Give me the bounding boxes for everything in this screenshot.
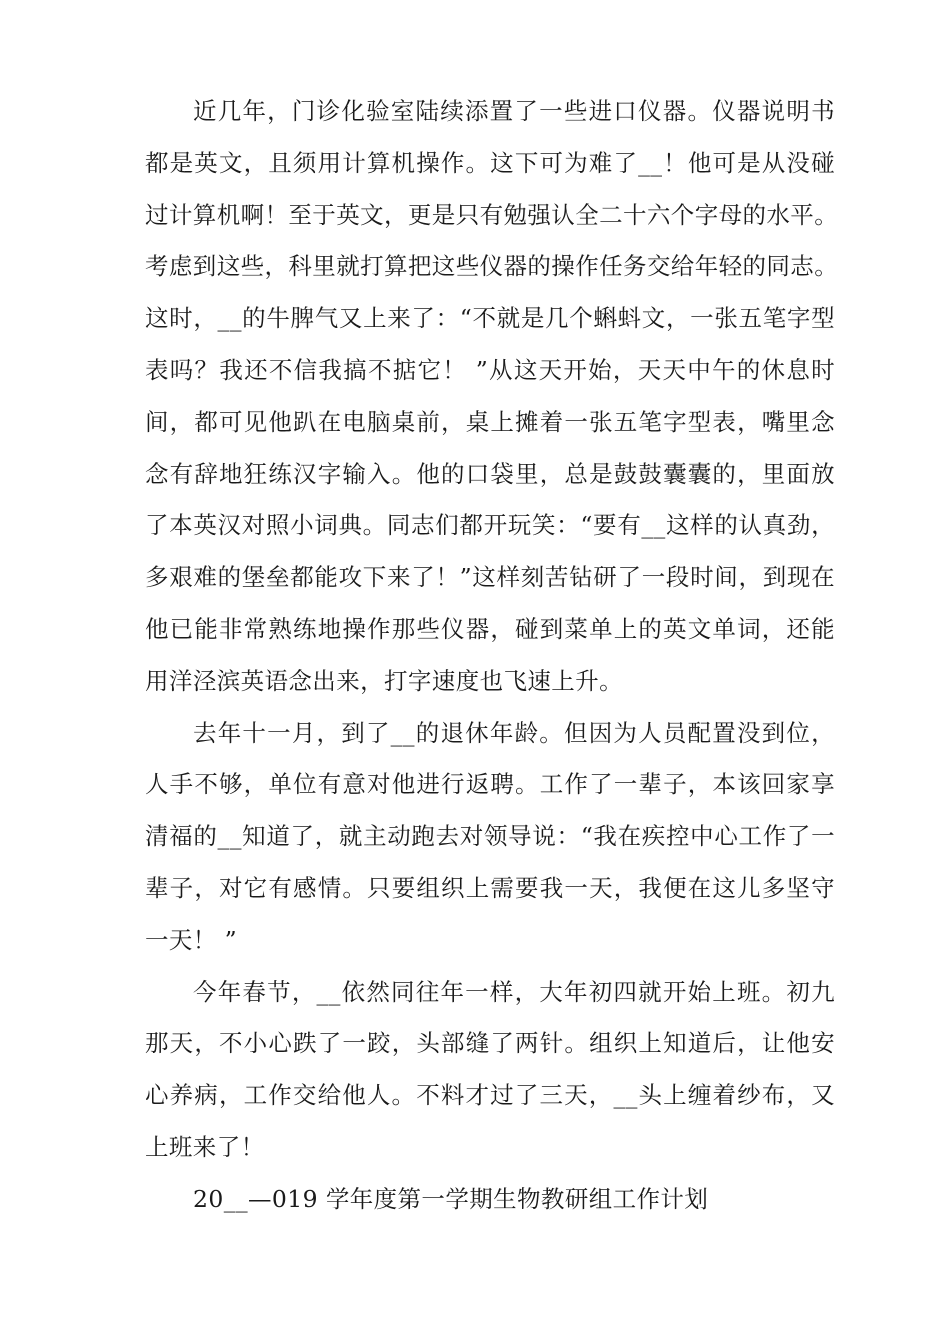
paragraph-3-line-1: 今年春节，__依然同往年一样，大年初四就开始上班。初九 (193, 977, 835, 1006)
paragraph-1-line-1: 近几年，门诊化验室陆续添置了一些进口仪器。仪器说明书 (193, 97, 835, 125)
section-heading: 20__—019 学年度第一学期生物教研组工作计划 (193, 1184, 709, 1213)
document-body (145, 86, 839, 1226)
paragraph-1-line-10: 多艰难的堡垒都能攻下来了！”这样刻苦钻研了一段时间，到现在 (145, 563, 835, 592)
paragraph-1-line-3: 过计算机啊！至于英文，更是只有勉强认全二十六个字母的水平。 (145, 200, 839, 229)
paragraph-1-line-11: 他已能非常熟练地操作那些仪器，碰到菜单上的英文单词，还能 (145, 614, 835, 643)
paragraph-1-line-12: 用洋泾滨英语念出来，打字速度也飞速上升。 (145, 666, 623, 695)
paragraph-3-line-2: 那天，不小心跌了一跤，头部缝了两针。组织上知道后，让他安 (145, 1029, 835, 1058)
paragraph-2-line-5: 一天！ ” (145, 925, 237, 954)
paragraph-1-line-8: 念有辞地狂练汉字输入。他的口袋里，总是鼓鼓囊囊的，里面放 (145, 459, 835, 488)
paragraph-1-line-7: 间，都可见他趴在电脑桌前，桌上摊着一张五笔字型表，嘴里念 (145, 407, 835, 436)
paragraph-2-line-3: 清福的__知道了，就主动跑去对领导说：“我在疾控中心工作了一 (145, 822, 835, 851)
paragraph-2-line-2: 人手不够，单位有意对他进行返聘。工作了一辈子，本该回家享 (145, 770, 835, 799)
paragraph-2-line-1: 去年十一月，到了__的退休年龄。但因为人员配置没到位， (193, 718, 835, 747)
paragraph-1-line-9: 了本英汉对照小词典。同志们都开玩笑：“要有__这样的认真劲， (145, 511, 835, 540)
paragraph-1-line-5: 这时，__的牛脾气又上来了：“不就是几个蝌蚪文，一张五笔字型 (145, 304, 835, 333)
paragraph-2-line-4: 辈子，对它有感情。只要组织上需要我一天，我便在这儿多坚守 (145, 873, 835, 902)
paragraph-3-line-4: 上班来了！ (145, 1132, 265, 1161)
paragraph-1-line-2: 都是英文，且须用计算机操作。这下可为难了__！他可是从没碰 (145, 148, 835, 177)
paragraph-1-line-4: 考虑到这些，科里就打算把这些仪器的操作任务交给年轻的同志。 (145, 252, 839, 281)
paragraph-1-line-6: 表吗？我还不信我搞不掂它！ ”从这天开始，天天中午的休息时 (145, 355, 835, 384)
paragraph-3-line-3: 心养病，工作交给他人。不料才过了三天，__头上缠着纱布，又 (145, 1081, 835, 1110)
